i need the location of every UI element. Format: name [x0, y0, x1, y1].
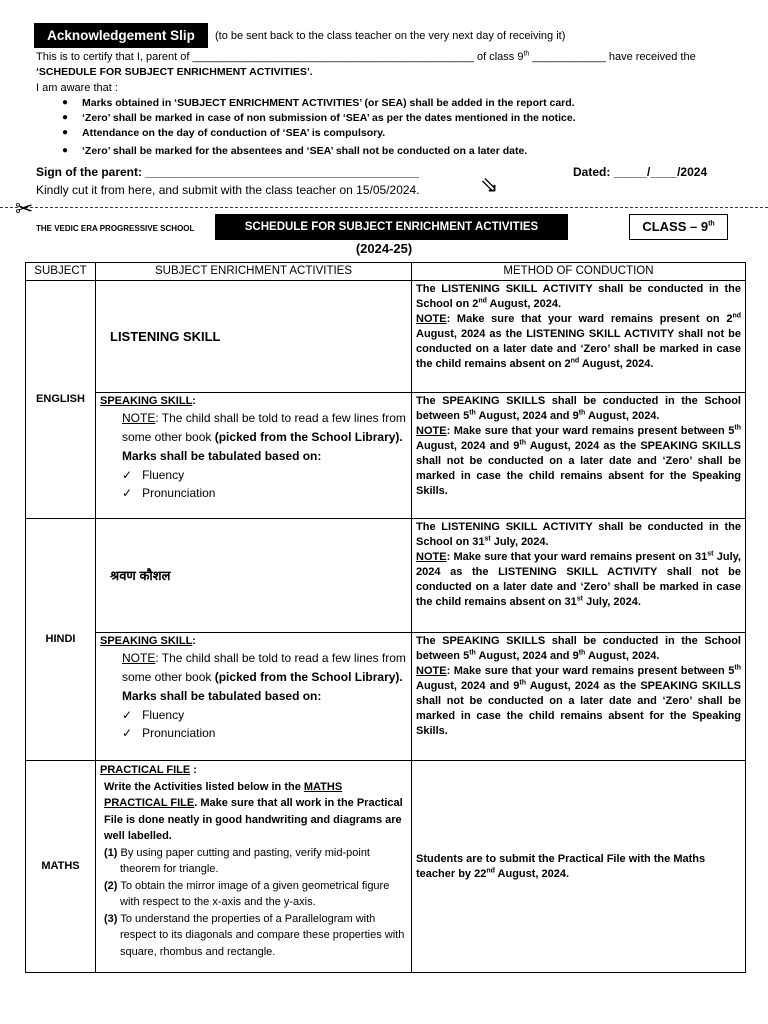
school-name: THE VEDIC ERA PROGRESSIVE SCHOOL	[36, 224, 195, 233]
subject-maths: MATHS	[26, 761, 96, 973]
cut-instruction: Kindly cut it from here, and submit with the class teacher on 15/05/2024.	[36, 183, 420, 197]
check-icon: ✓	[122, 468, 133, 482]
aware-label: I am aware that :	[36, 82, 118, 94]
sign-line: Sign of the parent: _________________________________________	[36, 165, 419, 179]
method-speaking-hindi: The SPEAKING SKILLS shall be conducted in the School between 5th August, 2024 and 9th August, 2024. NOTE: Make sure that your ward remains present between 5th August, 2024 and 9th August, 2024 as the SPEAKING SKILLS shall not be conducted on a later date and ‘Zero’ shall be marked in case the child remains absent for the Speaking Skills.	[412, 633, 746, 761]
bullet-icon: ●	[62, 112, 69, 123]
cut-line	[0, 207, 768, 208]
aware-bullet: Attendance on the day of conduction of ‘SEA’ is compulsory.	[82, 127, 386, 139]
scissors-icon: ✂	[15, 196, 34, 221]
table-header-row	[26, 263, 746, 281]
method-speaking-english: The SPEAKING SKILLS shall be conducted in the School between 5th August, 2024 and 9th August, 2024. NOTE: Make sure that your ward remains present between 5th August, 2024 and 9th August, 2024 as the SPEAKING SKILLS shall not be conducted on a later date and ‘Zero’ shall be marked in case the child remains absent for the Speaking Skills.	[412, 393, 746, 519]
certify-line: This is to certify that I, parent of ______________________________________________ of class 9th ____________ have received the	[36, 50, 696, 63]
col-activities: SUBJECT ENRICHMENT ACTIVITIES	[96, 263, 412, 281]
bullet-icon: ●	[62, 97, 69, 108]
session-year: (2024-25)	[355, 241, 413, 256]
check-icon: ✓	[122, 486, 133, 500]
class-label: CLASS – 9th	[629, 214, 728, 240]
activity-listening: LISTENING SKILL	[96, 281, 412, 393]
check-icon: ✓	[122, 726, 133, 740]
schedule-title: SCHEDULE FOR SUBJECT ENRICHMENT ACTIVITIES	[215, 214, 568, 240]
table-row	[26, 633, 746, 761]
activity-listening-hindi: श्रवण कौशल	[96, 519, 412, 633]
method-listening-english: The LISTENING SKILL ACTIVITY shall be conducted in the School on 2nd August, 2024. NOTE: Make sure that your ward remains present on 2nd August, 2024 as the LISTENING SKILL ACTIVITY shall not be conducted on a later date and ‘Zero’ shall be marked in case the child remains absent on 2nd August, 2024.	[412, 281, 746, 393]
method-listening-hindi: The LISTENING SKILL ACTIVITY shall be conducted in the School on 31st July, 2024. NOTE: Make sure that your ward remains present on 31st July, 2024 as the LISTENING SKILL ACTIVITY shall not be conducted on a later date and ‘Zero’ shall be marked in case the child remains absent on 31st July, 2024.	[412, 519, 746, 633]
table-row	[26, 393, 746, 519]
slip-note: (to be sent back to the class teacher on the very next day of receiving it)	[215, 30, 566, 42]
aware-bullet: ‘Zero’ shall be marked in case of non submission of ‘SEA’ as per the dates mentioned in the notice.	[82, 112, 576, 124]
check-icon: ✓	[122, 708, 133, 722]
slip-title: Acknowledgement Slip	[34, 23, 208, 48]
table-row	[26, 281, 746, 393]
subject-english: ENGLISH	[26, 281, 96, 519]
activity-practical-file: PRACTICAL FILE : Write the Activities listed below in the MATHS PRACTICAL FILE. Make sure that all work in the Practical File is done neatly in good handwriting and diagrams are well labelled. (1) By using paper cutting and pasting, verify mid-point theorem for triangle. (2) To obtain the mirror image of a given geometrical figure with respect to the x-axis and the y-axis. (3) To understand the properties of a Parallelogram with respect to its diagonals and compare these properties with square, rhombus and rectangle.	[96, 761, 412, 973]
schedule-name: ‘SCHEDULE FOR SUBJECT ENRICHMENT ACTIVITIES’.	[36, 66, 313, 78]
dated-line: Dated: _____/____/2024	[573, 165, 708, 179]
bullet-icon: ●	[62, 145, 69, 156]
table-row	[26, 519, 746, 633]
subject-hindi: HINDI	[26, 519, 96, 761]
activity-speaking-hindi: SPEAKING SKILL: NOTE: The child shall be told to read a few lines from some other book (picked from the School Library). Marks shall be tabulated based on: ✓ Fluency ✓ Pronunciation	[96, 633, 412, 761]
bullet-icon: ●	[62, 127, 69, 138]
table-row	[26, 761, 746, 973]
col-method: METHOD OF CONDUCTION	[412, 263, 746, 281]
col-subject: SUBJECT	[26, 263, 96, 281]
aware-bullet: Marks obtained in ‘SUBJECT ENRICHMENT ACTIVITIES’ (or SEA) shall be added in the report card.	[82, 97, 575, 109]
method-maths: Students are to submit the Practical File with the Maths teacher by 22nd August, 2024.	[412, 761, 746, 973]
arrow-icon: ⇘	[480, 172, 499, 197]
aware-bullet: ‘Zero’ shall be marked for the absentees and ‘SEA’ shall not be conducted on a later date.	[82, 145, 528, 157]
activity-speaking: SPEAKING SKILL: NOTE: The child shall be told to read a few lines from some other book (picked from the School Library). Marks shall be tabulated based on: ✓ Fluency ✓ Pronunciation	[96, 393, 412, 519]
schedule-table	[25, 262, 746, 973]
